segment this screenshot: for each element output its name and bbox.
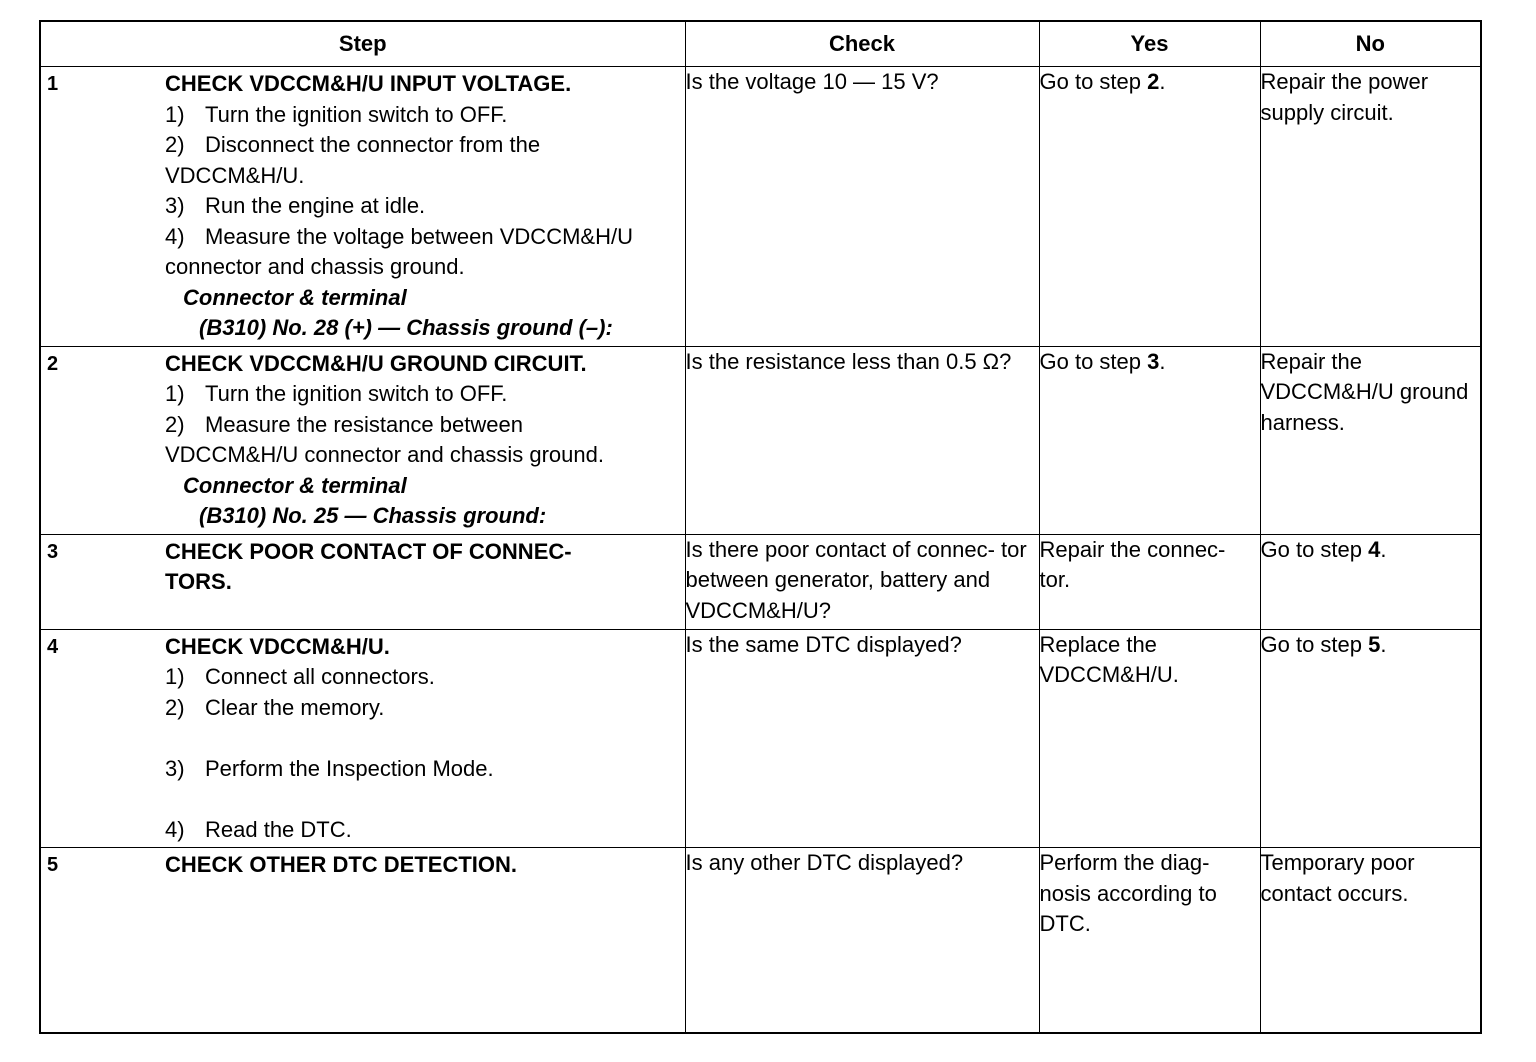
step-title: CHECK OTHER DTC DETECTION.	[165, 852, 517, 877]
yes-cell: Repair the connec- tor.	[1039, 534, 1260, 629]
check-cell: Is the voltage 10 — 15 V?	[685, 67, 1039, 347]
step-cell	[40, 629, 685, 848]
substep: 3) Run the engine at idle.	[165, 193, 426, 218]
step-number: 2	[47, 352, 59, 375]
step-title: CHECK POOR CONTACT OF CONNEC-	[165, 538, 572, 564]
substep: 2) Disconnect the connector from the	[165, 132, 541, 157]
step-cell	[40, 534, 685, 629]
substep: 4) Measure the voltage between VDCCM&H/U	[165, 223, 633, 249]
header-check: Check	[685, 21, 1039, 67]
substep-continuation: VDCCM&H/U connector and chassis ground.	[165, 442, 604, 467]
substep: 1) Turn the ignition switch to OFF.	[165, 101, 508, 127]
step-number: 5	[47, 854, 59, 876]
no-cell: Repair the VDCCM&H/U ground harness.	[1260, 346, 1481, 534]
no-cell: Go to step 4.	[1260, 534, 1481, 629]
table-row-step-4	[40, 629, 1481, 848]
check-cell: Is the resistance less than 0.5 Ω?	[685, 346, 1039, 534]
step-number: 1	[47, 73, 59, 95]
yes-cell: Go to step 2.	[1039, 67, 1260, 347]
step-title: CHECK VDCCM&H/U INPUT VOLTAGE.	[165, 71, 572, 96]
connector-label: Connector & terminal	[183, 284, 407, 310]
connector-value: (B310) No. 25 — Chassis ground:	[199, 503, 547, 528]
step-cell	[40, 346, 685, 534]
yes-cell: Replace the VDCCM&H/U.	[1039, 629, 1260, 848]
step-number: 3	[47, 540, 59, 563]
table-row-step-2	[40, 346, 1481, 534]
step-cell	[40, 67, 685, 347]
step-title: CHECK VDCCM&H/U.	[165, 633, 390, 659]
header-step: Step	[40, 21, 685, 67]
blank-line	[165, 723, 679, 754]
header-no: No	[1260, 21, 1481, 67]
substep-continuation: connector and chassis ground.	[165, 254, 465, 279]
connector-value: (B310) No. 28 (+) — Chassis ground (–):	[199, 315, 613, 340]
step-cell	[40, 848, 685, 1034]
substep-continuation: VDCCM&H/U.	[165, 162, 305, 188]
step-title-continuation: TORS.	[165, 569, 232, 594]
header-yes: Yes	[1039, 21, 1260, 67]
no-cell: Repair the power supply circuit.	[1260, 67, 1481, 347]
table-row-step-1	[40, 67, 1481, 347]
step-number: 4	[47, 635, 59, 658]
diagnostic-procedure-table	[39, 20, 1482, 1034]
no-cell: Temporary poor contact occurs.	[1260, 848, 1481, 1034]
substep: 3) Perform the Inspection Mode.	[165, 755, 494, 781]
step-title: CHECK VDCCM&H/U GROUND CIRCUIT.	[165, 350, 587, 376]
substep: 1) Connect all connectors.	[165, 664, 435, 689]
substep: 1) Turn the ignition switch to OFF.	[165, 381, 508, 406]
table-row-step-3	[40, 534, 1481, 629]
check-cell: Is the same DTC displayed?	[685, 629, 1039, 848]
yes-cell: Go to step 3.	[1039, 346, 1260, 534]
check-cell: Is any other DTC displayed?	[685, 848, 1039, 1034]
no-cell: Go to step 5.	[1260, 629, 1481, 848]
yes-cell: Perform the diag- nosis according to DTC.	[1039, 848, 1260, 1034]
table-row-step-5	[40, 848, 1481, 1034]
connector-label: Connector & terminal	[183, 472, 407, 498]
blank-line	[165, 784, 679, 815]
substep: 2) Clear the memory.	[165, 694, 385, 720]
substep: 2) Measure the resistance between	[165, 411, 523, 437]
check-cell: Is there poor contact of connec- tor between generator, battery and VDCCM&H/U?	[685, 534, 1039, 629]
header-row	[40, 21, 1481, 67]
substep: 4) Read the DTC.	[165, 816, 352, 842]
